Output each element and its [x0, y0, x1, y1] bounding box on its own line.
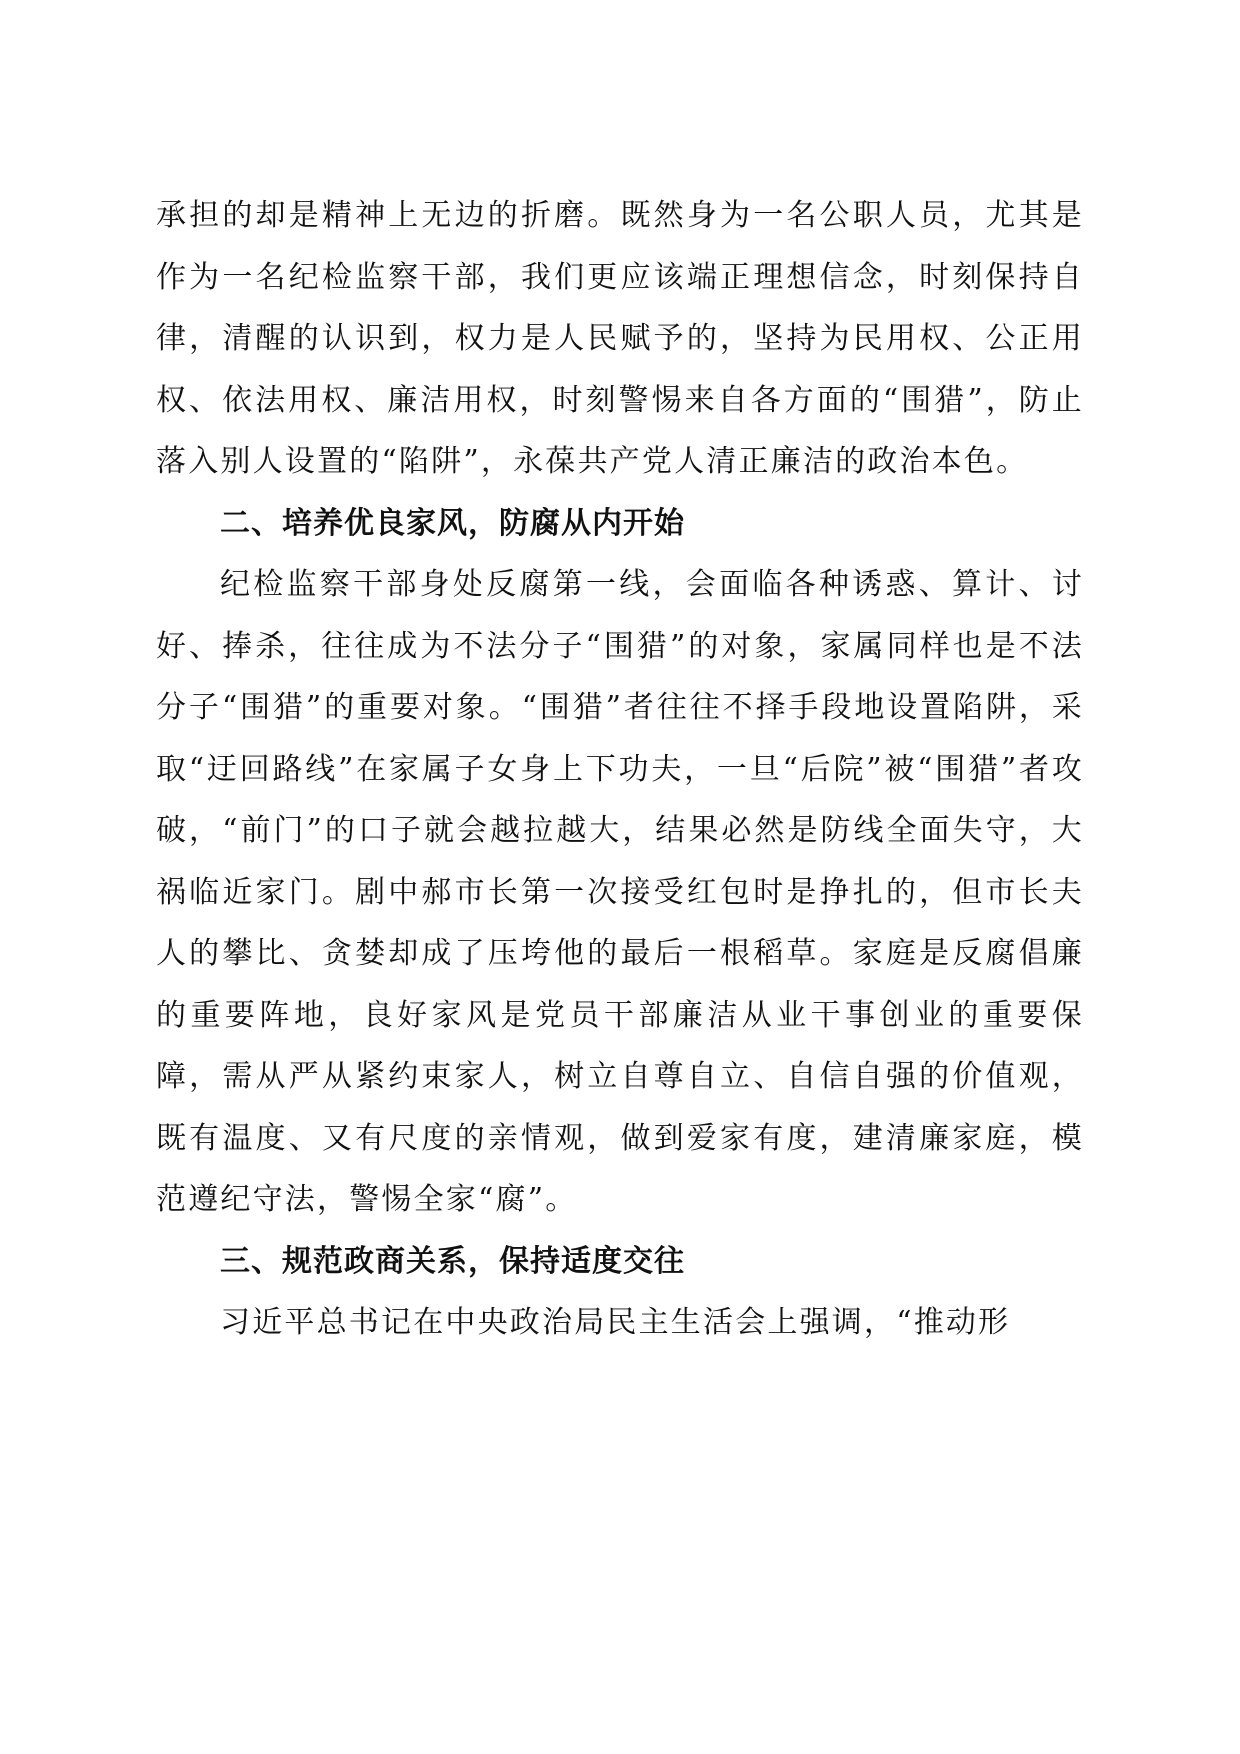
section-paragraph-2: 纪检监察干部身处反腐第一线，会面临各种诱惑、算计、讨好、捧杀，往往成为不法分子“围猎”的对象，家属同样也是不法分子“围猎”的重要对象。“围猎”者往往不择手段地设置陷阱，采取“迂回路线”在家属子女身上下功夫，一旦“后院”被“围猎”者攻破，“前门”的口子就会越拉越大，结果必然是防线全面失守，大祸临近家门。剧中郝市长第一次接受红包时是挣扎的，但市长夫人的攀比、贪婪却成了压垮他的最后一根稻草。家庭是反腐倡廉的重要阵地，良好家风是党员干部廉洁从业干事创业的重要保障，需从严从紧约束家人，树立自尊自立、自信自强的价值观，既有温度、又有尺度的亲情观，做到爱家有度，建清廉家庭，模范遵纪守法，警惕全家“腐”。: [156, 567, 1084, 1217]
section-paragraph-3: 习近平总书记在中央政治局民主生活会上强调，“推动形: [220, 1305, 1011, 1340]
section-heading-3: 三、规范政商关系，保持适度交往: [220, 1243, 685, 1279]
continuation-paragraph: 承担的却是精神上无边的折磨。既然身为一名公职人员，尤其是作为一名纪检监察干部，我们更应该端正理想信念，时刻保持自律，清醒的认识到，权力是人民赋予的，坚持为民用权、公正用权、依法用权、廉洁用权，时刻警惕来自各方面的“围猎”，防止落入别人设置的“陷阱”，永葆共产党人清正廉洁的政治本色。: [156, 198, 1084, 479]
document-page: [156, 185, 1084, 1354]
section-heading-2: 二、培养优良家风，防腐从内开始: [220, 505, 685, 541]
